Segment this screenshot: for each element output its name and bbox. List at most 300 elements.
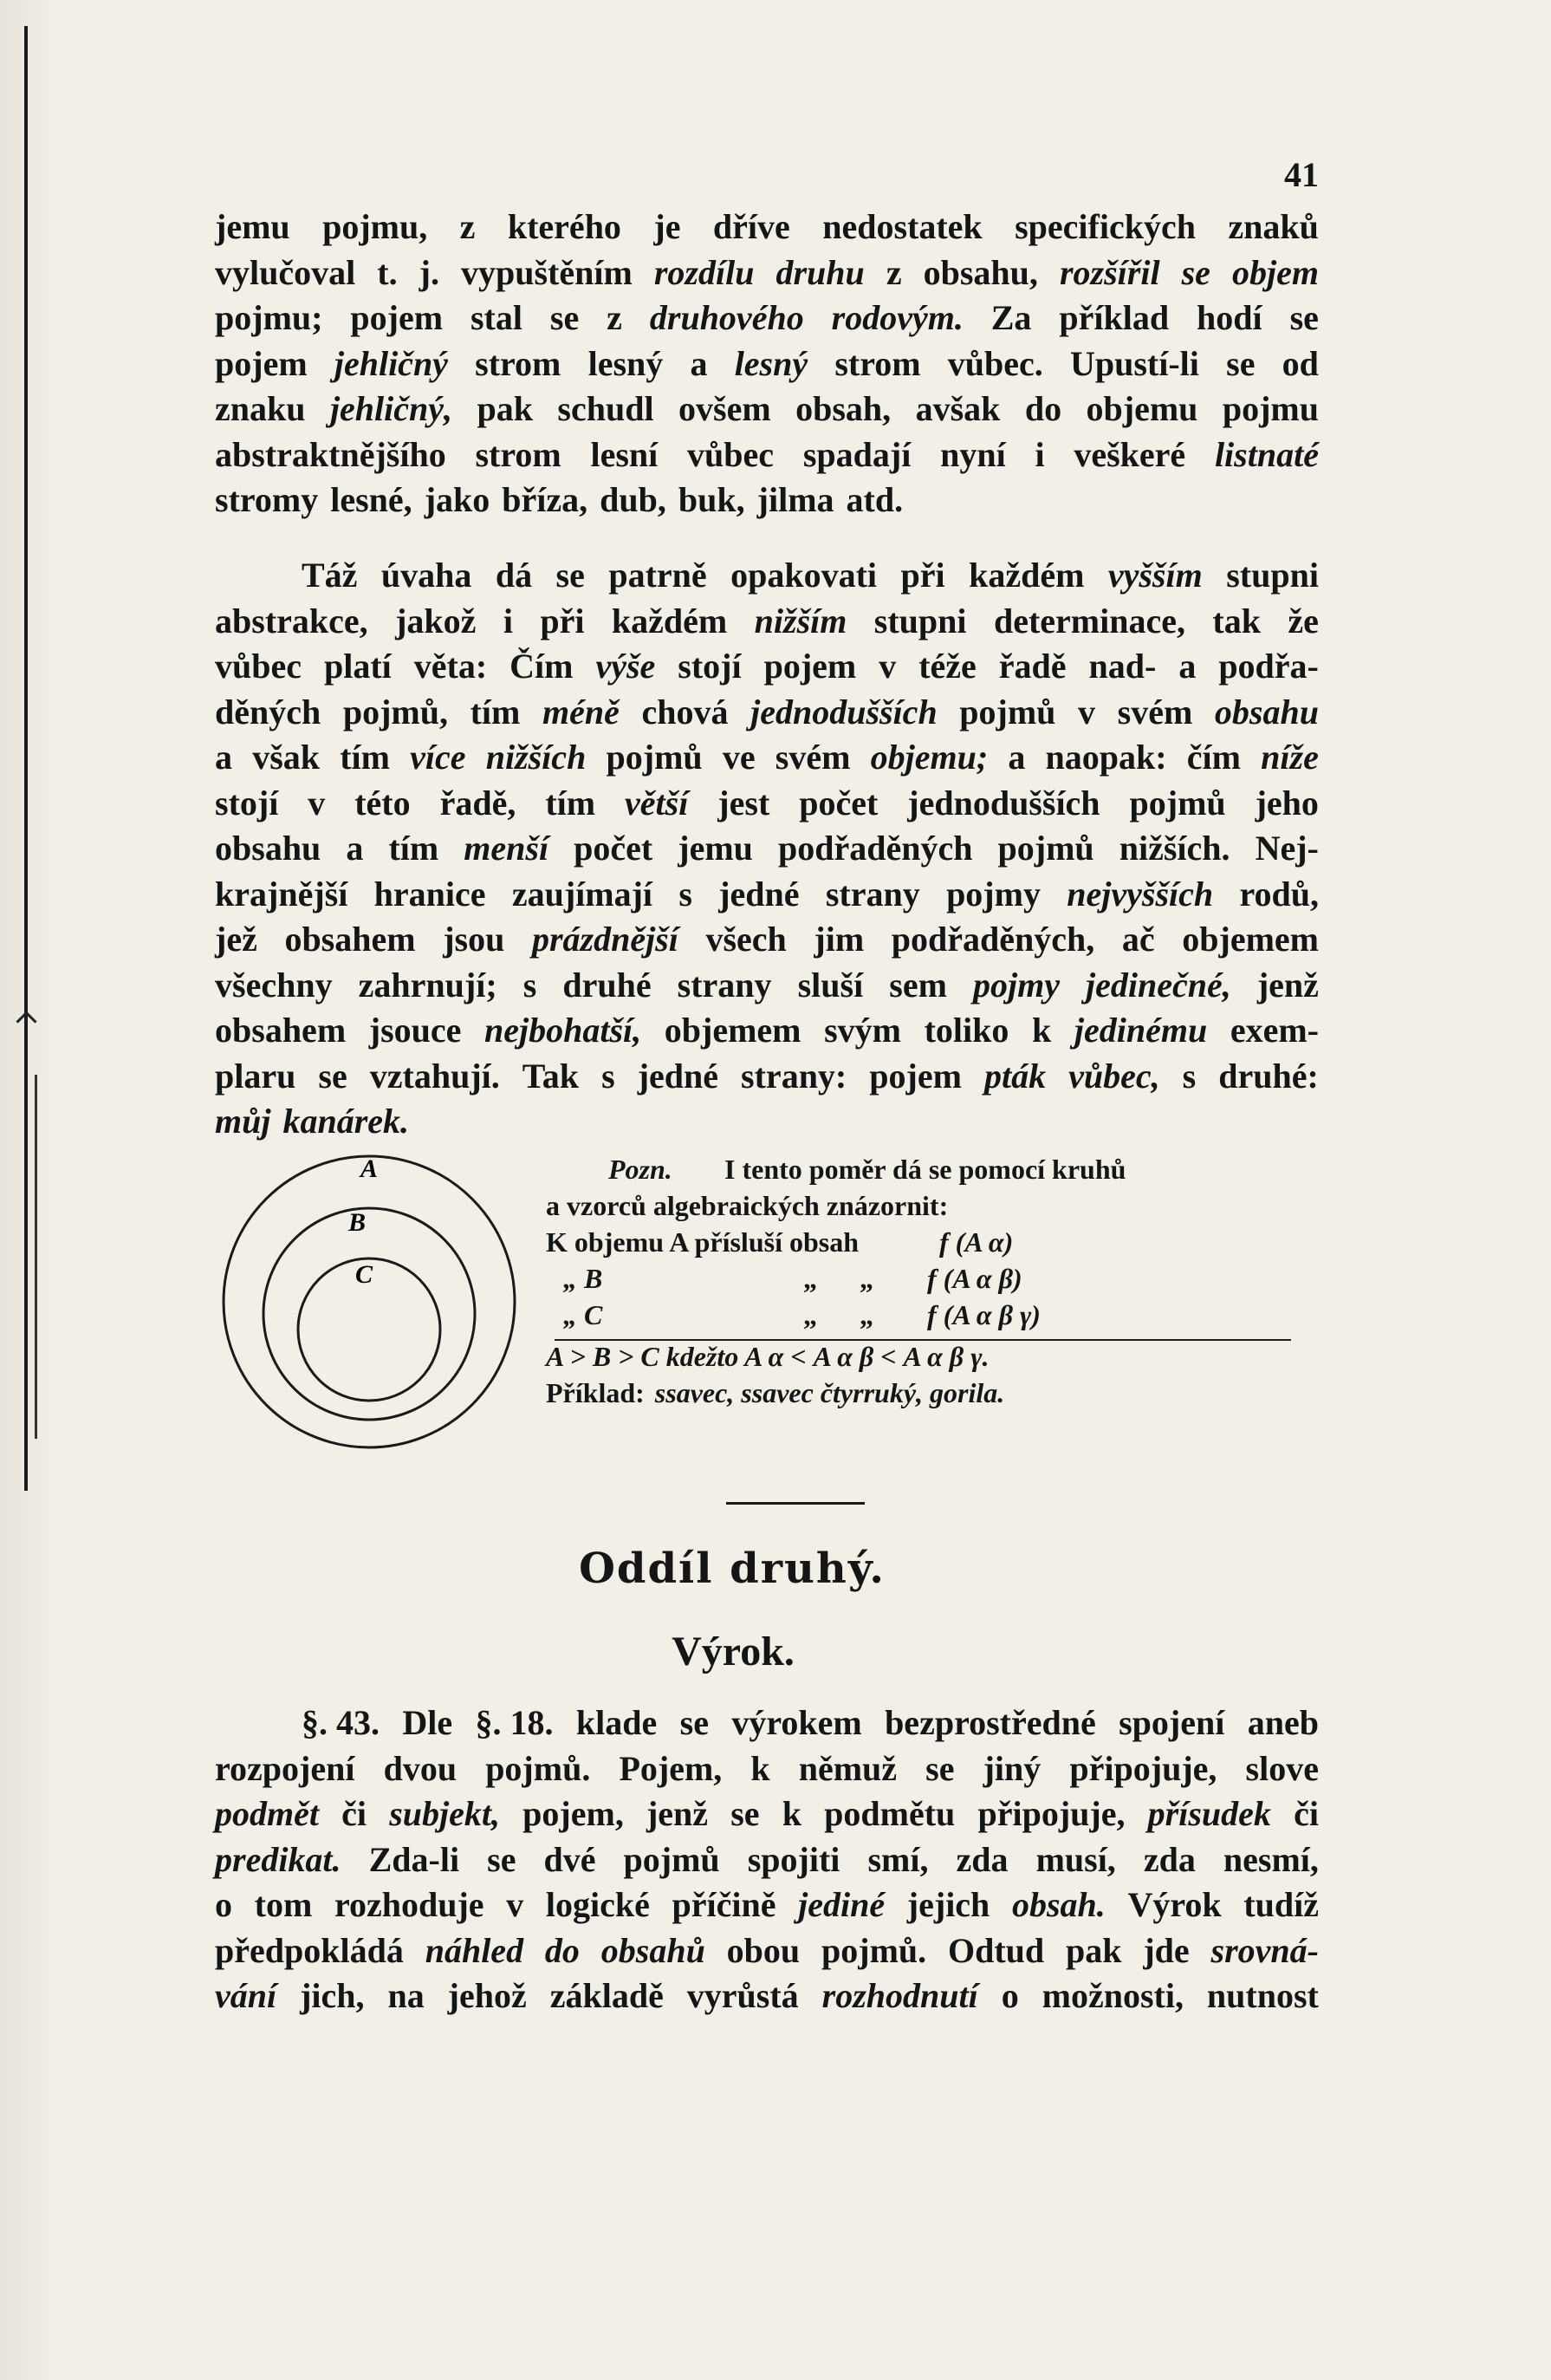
word: Dle bbox=[402, 1703, 453, 1742]
word: obsahu bbox=[1214, 692, 1319, 732]
note-line bbox=[546, 1260, 1327, 1297]
word: nejvyšších bbox=[1067, 874, 1214, 914]
text-line bbox=[215, 690, 1319, 736]
note-line bbox=[546, 1151, 1327, 1187]
text-line bbox=[215, 1883, 1319, 1928]
word: a bbox=[1178, 647, 1197, 686]
word: každém bbox=[969, 556, 1085, 595]
word: svým bbox=[824, 1011, 901, 1050]
word: strany: bbox=[741, 1056, 847, 1096]
word: podřa- bbox=[1218, 647, 1319, 686]
word: z bbox=[459, 207, 476, 246]
word: vyšším bbox=[1107, 556, 1203, 595]
word: pojmu, bbox=[322, 207, 428, 246]
word: nyní bbox=[940, 434, 1006, 474]
word: dub, bbox=[600, 480, 666, 519]
word: toliko bbox=[924, 1011, 1009, 1050]
word: objemu; bbox=[870, 738, 989, 777]
word: obsah. bbox=[1011, 1885, 1106, 1924]
word: můj bbox=[215, 1102, 271, 1141]
word: jeho bbox=[1255, 783, 1319, 823]
note-formula: f (A α β γ) bbox=[927, 1299, 1041, 1330]
word: přísudek bbox=[1147, 1794, 1271, 1833]
formula-rule bbox=[555, 1339, 1291, 1341]
word: nižších bbox=[485, 738, 587, 777]
word: s bbox=[601, 1056, 615, 1096]
word: vyrůstá bbox=[686, 1976, 799, 2015]
text-line bbox=[215, 250, 1319, 296]
word: podřaděných bbox=[777, 829, 973, 868]
word: strany bbox=[825, 874, 920, 914]
word: Upustí-li bbox=[1069, 343, 1199, 383]
word: musí, bbox=[1035, 1839, 1116, 1879]
word: lesní bbox=[590, 434, 659, 474]
word: se bbox=[1226, 343, 1256, 383]
word: jsouce bbox=[368, 1011, 462, 1050]
word: jejich bbox=[906, 1885, 990, 1924]
word: jehličný, bbox=[329, 389, 453, 428]
text-line bbox=[215, 872, 1319, 918]
ditto-mark: „ bbox=[803, 1263, 817, 1294]
word: dvé bbox=[543, 1839, 596, 1879]
word: předpokládá bbox=[215, 1930, 404, 1970]
word: méně bbox=[542, 692, 620, 732]
note-line bbox=[546, 1224, 1327, 1260]
word: se bbox=[679, 1703, 709, 1742]
word: jich, bbox=[300, 1976, 365, 2015]
word: náhled bbox=[425, 1930, 524, 1970]
text-line bbox=[215, 1928, 1319, 1974]
word: se bbox=[730, 1794, 760, 1833]
text-line bbox=[215, 387, 1319, 432]
word: rozdílu bbox=[653, 252, 755, 292]
word: stupni bbox=[1226, 556, 1319, 595]
word: počet bbox=[799, 783, 879, 823]
word: pak bbox=[477, 389, 533, 428]
word: připojuje, bbox=[977, 1794, 1126, 1833]
note-block bbox=[546, 1151, 1327, 1411]
note-text: K objemu A přísluší obsah bbox=[546, 1226, 859, 1258]
word: zda bbox=[1143, 1839, 1196, 1879]
text-line bbox=[215, 1008, 1319, 1054]
note-title: Pozn. bbox=[608, 1154, 672, 1185]
word: strom bbox=[475, 343, 561, 383]
word: Zda-li bbox=[368, 1839, 460, 1879]
word: lesný bbox=[587, 343, 664, 383]
note-line bbox=[546, 1297, 1327, 1333]
word: obsahu bbox=[215, 829, 321, 868]
text-line bbox=[215, 963, 1319, 1009]
word: znaků bbox=[1228, 207, 1319, 246]
word: pojmu; bbox=[215, 298, 323, 337]
circle-label-b: B bbox=[348, 1208, 367, 1237]
word: spadají bbox=[802, 434, 912, 474]
word: determinace, bbox=[993, 601, 1185, 641]
word: jedné bbox=[718, 874, 800, 914]
text-line bbox=[215, 1054, 1319, 1100]
word: se bbox=[487, 1839, 516, 1879]
word: schudl bbox=[557, 389, 654, 428]
word: této bbox=[354, 783, 411, 823]
word: buk, bbox=[678, 480, 745, 519]
word: s bbox=[678, 874, 692, 914]
text-line bbox=[215, 296, 1319, 341]
word: níže bbox=[1261, 738, 1319, 777]
word: jsou bbox=[443, 920, 505, 959]
word: stromy bbox=[215, 480, 319, 519]
text-line bbox=[215, 1099, 1319, 1145]
word: strom bbox=[834, 343, 921, 383]
word: a bbox=[346, 829, 364, 868]
word: všechny bbox=[215, 965, 333, 1005]
word: Tak bbox=[522, 1056, 580, 1096]
word: výrokem bbox=[731, 1703, 862, 1742]
word: druhé: bbox=[1218, 1056, 1319, 1096]
word: chová bbox=[641, 692, 729, 732]
word: kterého bbox=[507, 207, 621, 246]
word: zahrnují; bbox=[358, 965, 497, 1005]
note-line bbox=[546, 1375, 1327, 1411]
word: spojení bbox=[1119, 1703, 1225, 1742]
word: smí, bbox=[867, 1839, 929, 1879]
word: o bbox=[215, 1885, 232, 1924]
paragraph-2 bbox=[215, 553, 1319, 1145]
circle-b bbox=[263, 1208, 475, 1420]
word: v bbox=[506, 1885, 524, 1924]
word: s bbox=[522, 965, 537, 1005]
word: pojmů bbox=[623, 1839, 720, 1879]
word: abstraktnějšího bbox=[215, 434, 446, 474]
word: řadě bbox=[998, 647, 1067, 686]
word: pojem bbox=[350, 298, 444, 337]
word: pojmy bbox=[946, 874, 1041, 914]
binding-edge-line bbox=[24, 26, 28, 1491]
word: v bbox=[879, 647, 897, 686]
word: jedinečné, bbox=[1086, 965, 1231, 1005]
text-line bbox=[215, 599, 1319, 645]
word: vztahují. bbox=[369, 1056, 500, 1096]
word: veškeré bbox=[1074, 434, 1186, 474]
word: rozhoduje bbox=[334, 1885, 484, 1924]
word: abstrakce, bbox=[215, 601, 368, 641]
word: zda bbox=[956, 1839, 1009, 1879]
word: jakož bbox=[395, 601, 477, 641]
text-line bbox=[215, 644, 1319, 690]
word: obsahem bbox=[284, 920, 416, 959]
word: ovšem bbox=[678, 389, 771, 428]
word: slove bbox=[1245, 1748, 1319, 1788]
word: jednodušších bbox=[907, 783, 1100, 823]
word: rodovým. bbox=[831, 298, 964, 337]
word: tím bbox=[388, 829, 439, 868]
word: tím bbox=[340, 738, 390, 777]
word: jediné bbox=[798, 1885, 886, 1924]
word: pojem bbox=[763, 647, 857, 686]
text-line bbox=[215, 826, 1319, 872]
word: podmět bbox=[215, 1794, 319, 1833]
word: obou bbox=[726, 1930, 801, 1970]
word: jedinému bbox=[1074, 1011, 1208, 1050]
text-line bbox=[215, 1974, 1319, 2019]
word: prázdnější bbox=[531, 920, 678, 959]
word: hranice bbox=[373, 874, 486, 914]
page-number: 41 bbox=[1284, 155, 1319, 194]
text-line bbox=[215, 917, 1319, 963]
word: bříza, bbox=[502, 480, 588, 519]
word: nutnost bbox=[1206, 1976, 1319, 2015]
word: vůbec bbox=[687, 434, 775, 474]
text-line bbox=[215, 781, 1319, 827]
word: stojí bbox=[678, 647, 742, 686]
word: znaku bbox=[215, 389, 306, 428]
word: nad- bbox=[1088, 647, 1157, 686]
word: svém bbox=[775, 738, 851, 777]
word: sem bbox=[889, 965, 947, 1005]
binding-edge-line-lower bbox=[35, 1075, 37, 1439]
word: opakovati bbox=[730, 556, 878, 595]
word: k bbox=[1032, 1011, 1052, 1050]
note-text: „ B bbox=[563, 1263, 603, 1294]
word: i bbox=[503, 601, 513, 641]
word: o bbox=[1001, 1976, 1019, 2015]
word: k bbox=[750, 1748, 770, 1788]
section-separator bbox=[726, 1502, 865, 1505]
word: rozšířil bbox=[1059, 252, 1160, 292]
word: Čím bbox=[509, 647, 574, 686]
word: stojí bbox=[215, 783, 279, 823]
word: jde bbox=[1143, 1930, 1190, 1970]
word: pojmy bbox=[972, 965, 1060, 1005]
word: základě bbox=[549, 1976, 664, 2015]
word: pojmů, bbox=[342, 692, 448, 732]
word: patrně bbox=[608, 556, 707, 595]
text-line bbox=[215, 553, 1319, 599]
word: jehličný bbox=[334, 343, 448, 383]
ditto-mark: „ bbox=[803, 1299, 817, 1330]
word: je bbox=[653, 207, 681, 246]
word: do bbox=[544, 1930, 580, 1970]
text-line bbox=[215, 478, 1319, 523]
word: vůbec, bbox=[1068, 1056, 1160, 1096]
word: čím bbox=[1186, 738, 1241, 777]
word: vypuštěním bbox=[460, 252, 633, 292]
word: nedostatek bbox=[822, 207, 983, 246]
word: avšak bbox=[915, 389, 1001, 428]
word: pojmu bbox=[1222, 389, 1319, 428]
word: obsahem bbox=[215, 1011, 347, 1050]
word: jež bbox=[215, 920, 257, 959]
word: i bbox=[1035, 434, 1045, 474]
word: pojmů bbox=[1129, 783, 1226, 823]
word: příklad bbox=[1059, 298, 1170, 337]
word: rozhodnutí bbox=[821, 1976, 978, 2015]
word: jehož bbox=[447, 1976, 527, 2015]
text-line bbox=[215, 1746, 1319, 1792]
word: specifických bbox=[1015, 207, 1196, 246]
circle-a bbox=[224, 1156, 515, 1447]
word: řadě, bbox=[439, 783, 516, 823]
word: věta: bbox=[413, 647, 488, 686]
word: podmětu bbox=[824, 1794, 956, 1833]
text-line bbox=[215, 735, 1319, 781]
word: téže bbox=[918, 647, 977, 686]
word: a bbox=[215, 738, 232, 777]
word: se bbox=[549, 298, 580, 337]
word: menší bbox=[464, 829, 549, 868]
word: jiný bbox=[983, 1748, 1042, 1788]
circle-label-c: C bbox=[355, 1260, 373, 1289]
word: zaujímají bbox=[511, 874, 653, 914]
word: objemem bbox=[1182, 920, 1319, 959]
word: Táž bbox=[302, 556, 358, 595]
word: jednodušších bbox=[750, 692, 938, 732]
word: nesmí, bbox=[1223, 1839, 1319, 1879]
section-title: Oddíl druhý. bbox=[579, 1544, 886, 1593]
word: tím bbox=[545, 783, 596, 823]
word: jest bbox=[717, 783, 770, 823]
word: Nej- bbox=[1255, 829, 1319, 868]
example-label: Příklad: bbox=[546, 1377, 645, 1408]
word: objem bbox=[1231, 252, 1319, 292]
word: všech bbox=[705, 920, 787, 959]
word: vůbec. bbox=[947, 343, 1043, 383]
word: jim bbox=[814, 920, 865, 959]
word: objemem bbox=[664, 1011, 801, 1050]
word: logické bbox=[545, 1885, 650, 1924]
ditto-mark: „ bbox=[860, 1263, 873, 1294]
word: spojiti bbox=[747, 1839, 840, 1879]
word: se bbox=[1181, 252, 1210, 292]
note-formula: f (A α) bbox=[939, 1226, 1014, 1258]
word: při bbox=[900, 556, 945, 595]
word: počet bbox=[574, 829, 653, 868]
word: se bbox=[555, 556, 585, 595]
word: němuž bbox=[798, 1748, 898, 1788]
text-line bbox=[215, 1792, 1319, 1837]
word: bezprostředné bbox=[885, 1703, 1096, 1742]
word: Odtud bbox=[947, 1930, 1045, 1970]
word: jemu bbox=[678, 829, 753, 868]
word: možnosti, bbox=[1042, 1976, 1184, 2015]
word: naopak: bbox=[1045, 738, 1167, 777]
note-text: „ C bbox=[563, 1299, 603, 1330]
word: obsahů bbox=[600, 1930, 705, 1970]
word: jako bbox=[424, 480, 490, 519]
word: jemu bbox=[215, 207, 290, 246]
word: úvaha bbox=[380, 556, 472, 595]
note-line bbox=[546, 1338, 1327, 1375]
word: kanárek. bbox=[282, 1102, 410, 1141]
word: a bbox=[690, 343, 708, 383]
subsection-title: Výrok. bbox=[672, 1629, 795, 1674]
word: objemu bbox=[1086, 389, 1198, 428]
word: dříve bbox=[712, 207, 790, 246]
word: stal bbox=[470, 298, 522, 337]
word: Pojem, bbox=[619, 1748, 723, 1788]
word: jenž bbox=[1256, 965, 1319, 1005]
text-line bbox=[215, 1700, 1319, 1746]
concept-circles-diagram bbox=[218, 1151, 520, 1453]
word: s bbox=[1182, 1056, 1197, 1096]
word: nižších. bbox=[1119, 829, 1230, 868]
word: t. bbox=[377, 252, 398, 292]
ditto-mark: „ bbox=[860, 1299, 873, 1330]
word: klade bbox=[575, 1703, 658, 1742]
word: ač bbox=[1121, 920, 1155, 959]
example-text: ssavec, ssavec čtyrruký, gorila. bbox=[654, 1377, 1005, 1408]
word: Za bbox=[990, 298, 1032, 337]
word: či bbox=[341, 1794, 367, 1833]
word: se bbox=[318, 1056, 347, 1096]
paragraph-1 bbox=[215, 205, 1319, 523]
word: stupni bbox=[873, 601, 967, 641]
word: pak bbox=[1066, 1930, 1122, 1970]
word: tom bbox=[254, 1885, 313, 1924]
word: predikat. bbox=[215, 1839, 341, 1879]
word: druhu bbox=[776, 252, 865, 292]
word: podřaděných, bbox=[891, 920, 1095, 959]
word: aneb bbox=[1247, 1703, 1319, 1742]
word: tím bbox=[470, 692, 521, 732]
word: jenž bbox=[646, 1794, 709, 1833]
word: v bbox=[308, 783, 326, 823]
word: pojmů. bbox=[485, 1748, 591, 1788]
word: krajnější bbox=[215, 874, 348, 914]
word: §. 43. bbox=[302, 1703, 380, 1742]
word: do bbox=[1024, 389, 1062, 428]
word: že bbox=[1288, 601, 1319, 641]
word: z bbox=[607, 298, 622, 337]
note-text: I tento poměr dá se pomocí kruhů bbox=[724, 1154, 1126, 1185]
word: lesné, bbox=[330, 480, 412, 519]
word: pojmů bbox=[997, 829, 1094, 868]
word: svém bbox=[1117, 692, 1193, 732]
word: druhé bbox=[562, 965, 652, 1005]
word: vání bbox=[215, 1976, 277, 2015]
word: příčině bbox=[672, 1885, 776, 1924]
word: pojem bbox=[869, 1056, 962, 1096]
word: však bbox=[252, 738, 320, 777]
word: dvou bbox=[383, 1748, 458, 1788]
word: j. bbox=[419, 252, 439, 292]
text-line bbox=[215, 1837, 1319, 1883]
note-line bbox=[546, 1187, 1327, 1224]
word: v bbox=[1078, 692, 1096, 732]
word: či bbox=[1294, 1794, 1319, 1833]
word: srovná- bbox=[1210, 1930, 1319, 1970]
word: druhového bbox=[649, 298, 804, 337]
word: se bbox=[925, 1748, 955, 1788]
word: plaru bbox=[215, 1056, 296, 1096]
word: ve bbox=[722, 738, 756, 777]
word: atd. bbox=[846, 480, 904, 519]
word: jedné bbox=[637, 1056, 719, 1096]
word: pojmů bbox=[959, 692, 1056, 732]
word: připojuje, bbox=[1069, 1748, 1217, 1788]
text-line bbox=[215, 432, 1319, 478]
word: nejbohatší, bbox=[484, 1011, 642, 1050]
word: §. 18. bbox=[475, 1703, 554, 1742]
inequality-formula: A > B > C kdežto A α < A α β < A α β γ. bbox=[546, 1341, 990, 1372]
word: větší bbox=[625, 783, 689, 823]
word: dá bbox=[495, 556, 533, 595]
word: lesný bbox=[734, 343, 808, 383]
word: děných bbox=[215, 692, 321, 732]
word: exem- bbox=[1230, 1011, 1319, 1050]
word: pojmů bbox=[606, 738, 703, 777]
word: nižším bbox=[754, 601, 847, 641]
word: při bbox=[540, 601, 585, 641]
